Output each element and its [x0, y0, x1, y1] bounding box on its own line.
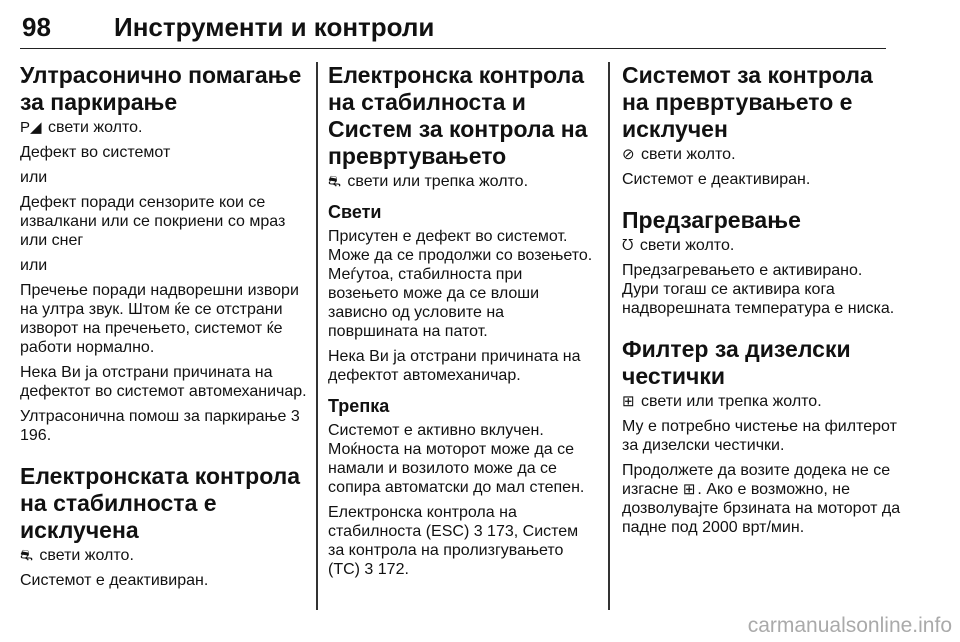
section-title: Филтер за дизелски честички	[622, 336, 851, 389]
column-2	[328, 62, 594, 585]
paragraph: или	[20, 169, 48, 186]
esc-off-icon: ⛐	[20, 547, 33, 564]
watermark: carmanualsonline.info	[747, 614, 952, 637]
section-title: Електронската контрола на стабилноста е исклучена	[20, 463, 301, 543]
paragraph: Присутен е дефект во системот. Може да се продолжи со возењето. Меѓутоа, стабилноста при возењето може да се влоши зависно од условите на површината на патот.	[328, 228, 593, 340]
page-reference-link[interactable]: 3 196.	[20, 408, 300, 444]
paragraph: Системот е активно вклучен. Моќноста на моторот може да се намали и возилото може да се сопира автоматски до мал степен.	[328, 422, 585, 496]
page-header	[20, 4, 886, 49]
paragraph: Системот е деактивиран.	[20, 572, 209, 589]
paragraph: P◢ свети жолто.	[20, 119, 143, 136]
paragraph: ⊞ свети или трепка жолто.	[622, 393, 822, 410]
preheating-coil-icon: ᘮ	[622, 237, 634, 254]
parking-sensor-icon: P◢	[20, 119, 42, 136]
section-title: Електронска контрола на стабилноста и Систем за контрола на превртувањето	[328, 62, 588, 169]
paragraph: Продолжете да возите додека не се изгасне ⊞ . Ако е возможно, не дозволувајте брзината на моторот да падне под 2000 врт/мин.	[622, 462, 901, 536]
paragraph: Нека Ви ја отстрани причината на дефектот во системот автомеханичар.	[20, 364, 307, 400]
subsection-title: Свети	[328, 202, 382, 222]
paragraph: ⛐ свети жолто.	[20, 547, 134, 564]
paragraph: Системот е деактивиран.	[622, 171, 811, 188]
column-divider	[608, 62, 610, 610]
paragraph: Ултрасонична помош за паркирање 3 196.	[20, 408, 300, 444]
section-title: Ултрасонично помагање за паркирање	[20, 62, 302, 115]
paragraph: Дефект во системот	[20, 144, 171, 161]
subsection-title: Трепка	[328, 396, 390, 416]
page-number: 98	[22, 12, 51, 42]
section-title: Системот за контрола на превртувањето е исклучен	[622, 62, 873, 142]
paragraph: Нека Ви ја отстрани причината на дефектот автомеханичар.	[328, 348, 581, 384]
paragraph: или	[20, 257, 48, 274]
paragraph: Дефект поради сензорите кои се извалкани или се покриени со мраз или снег	[20, 194, 286, 249]
column-divider	[316, 62, 318, 610]
paragraph: ⊘ свети жолто.	[622, 146, 736, 163]
section-title: Предзагревање	[622, 207, 801, 233]
paragraph: Електронска контрола на стабилноста (ESC) 3 173, Систем за контрола на пролизгувањето (TC) 3 172.	[328, 504, 579, 578]
diesel-filter-icon: ⊞	[682, 481, 696, 498]
paragraph: Му е потребно чистење на филтерот за дизелски честички.	[622, 418, 897, 454]
paragraph: ᘮ свети жолто.	[622, 237, 735, 254]
paragraph: Предзагревањето е активирано. Дури тогаш се активира кога надворешната температура е ниска.	[622, 262, 895, 317]
diesel-filter-icon: ⊞	[622, 393, 635, 410]
tc-off-icon: ⊘	[622, 146, 635, 163]
column-3	[622, 62, 902, 543]
paragraph: Пречење поради надворешни извори на ултра звук. Штом ќе се отстрани изворот на пречењето, системот ќе работи нормално.	[20, 282, 299, 356]
paragraph: ⛐ свети или трепка жолто.	[328, 173, 529, 190]
column-1	[20, 62, 310, 596]
chapter-title: Инструменти и контроли	[114, 12, 435, 42]
esc-icon: ⛐	[328, 173, 341, 190]
